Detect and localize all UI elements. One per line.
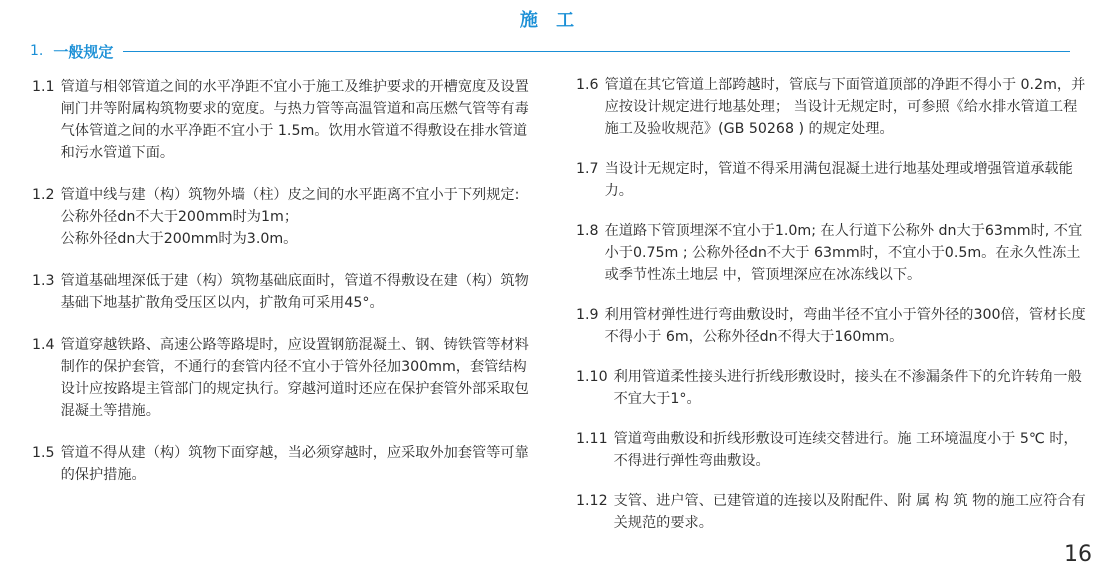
clause-1-7 bbox=[576, 158, 1086, 202]
clause-text: 管道不得从建（构）筑物下面穿越，当必须穿越时，应采取外加套管等可靠的保护措施。 bbox=[60, 445, 529, 483]
clause-number: 1.2 bbox=[32, 187, 55, 203]
clause-1-3 bbox=[32, 270, 532, 314]
clause-list-item: 公称外径dn大于200mm时为3.0m。 bbox=[60, 231, 298, 247]
section-title: 一般规定 bbox=[53, 42, 114, 61]
section-number: 1. bbox=[30, 43, 44, 59]
clause-text: 在道路下管顶埋深不宜小于1.0m; 在人行道下公称外 dn大于63mm时, 不宜小于0.75m ; 公称外径dn不大于 63mm时，不宜小于0.5m。在永久性冻土或季节性冻土地层 中，管顶埋深应在冰冻线以下。 bbox=[604, 223, 1083, 283]
clause-1-11 bbox=[576, 428, 1086, 472]
clause-number: 1.8 bbox=[576, 223, 599, 239]
clause-number: 1.11 bbox=[576, 431, 608, 447]
clause-text: 管道在其它管道上部跨越时，管底与下面管道顶部的净距不得小于 0.2m，并应按设计规定进行地基处理； 当设计无规定时，可参照《给水排水管道工程施工及验收规范》(GB 50268 ) 的规定处理。 bbox=[604, 77, 1086, 137]
left-column bbox=[32, 76, 532, 486]
clause-text: 管道与相邻管道之间的水平净距不宜小于施工及维护要求的开槽宽度及设置闸门井等附属构筑物要求的宽度。与热力管等高温管道和高压燃气管等有毒气体管道之间的水平净距不宜小于 1.5m。饮用水管道不得敷设在排水管道和污水管道下面。 bbox=[60, 79, 529, 161]
clause-1-10 bbox=[576, 366, 1086, 410]
clause-text: 当设计无规定时，管道不得采用满包混凝土进行地基处理或增强管道承载能力。 bbox=[604, 161, 1073, 199]
clause-text: 支管、进户管、已建管道的连接以及附配件、附 属 构 筑 物的施工应符合有关规范的要求。 bbox=[613, 493, 1086, 531]
clause-text: 管道基础埋深低于建（构）筑物基础底面时，管道不得敷设在建（构）筑物基础下地基扩散角受压区以内，扩散角可采用45°。 bbox=[60, 273, 529, 311]
section-header bbox=[30, 40, 1070, 62]
clause-text: 管道中线与建（构）筑物外墙（柱）皮之间的水平距离不宜小于下列规定: bbox=[60, 187, 520, 203]
clause-number: 1.5 bbox=[32, 445, 55, 461]
clause-number: 1.9 bbox=[576, 307, 599, 323]
clause-1-8 bbox=[576, 220, 1086, 286]
page-title: 施 工 bbox=[519, 10, 581, 31]
clause-text: 管道穿越铁路、高速公路等路堤时，应设置钢筋混凝土、钢、铸铁管等材料制作的保护套管，不通行的套管内径不宜小于管外径加300mm，套管结构设计应按路堤主管部门的规定执行。穿越河道时还应在保护套管外部采取包混凝土等措施。 bbox=[60, 337, 529, 419]
clause-number: 1.7 bbox=[576, 161, 599, 177]
clause-number: 1.12 bbox=[576, 493, 608, 509]
clause-text: 利用管道柔性接头进行折线形敷设时，接头在不渗漏条件下的允许转角一般不宜大于1°。 bbox=[613, 369, 1082, 407]
clause-number: 1.4 bbox=[32, 337, 55, 353]
page-number: 16 bbox=[1064, 542, 1092, 567]
clause-1-1 bbox=[32, 76, 532, 164]
clause-text: 利用管材弹性进行弯曲敷设时，弯曲半径不宜小于管外径的300倍，管材长度不得小于 6m，公称外径dn不得大于160mm。 bbox=[604, 307, 1086, 345]
clause-1-2 bbox=[32, 184, 532, 250]
clause-list-item: 公称外径dn不大于200mm时为1m； bbox=[60, 209, 299, 225]
right-column bbox=[576, 74, 1086, 534]
section-divider bbox=[123, 51, 1070, 52]
clause-1-5 bbox=[32, 442, 532, 486]
clause-number: 1.6 bbox=[576, 77, 599, 93]
clause-number: 1.10 bbox=[576, 369, 608, 385]
clause-number: 1.3 bbox=[32, 273, 55, 289]
clause-1-9 bbox=[576, 304, 1086, 348]
clause-content bbox=[61, 184, 532, 250]
clause-1-6 bbox=[576, 74, 1086, 140]
clause-1-12 bbox=[576, 490, 1086, 534]
clause-1-4 bbox=[32, 334, 532, 422]
clause-number: 1.1 bbox=[32, 79, 55, 95]
clause-text: 管道弯曲敷设和折线形敷设可连续交替进行。施 工环境温度小于 5℃ 时，不得进行弹性弯曲敷设。 bbox=[613, 431, 1078, 469]
